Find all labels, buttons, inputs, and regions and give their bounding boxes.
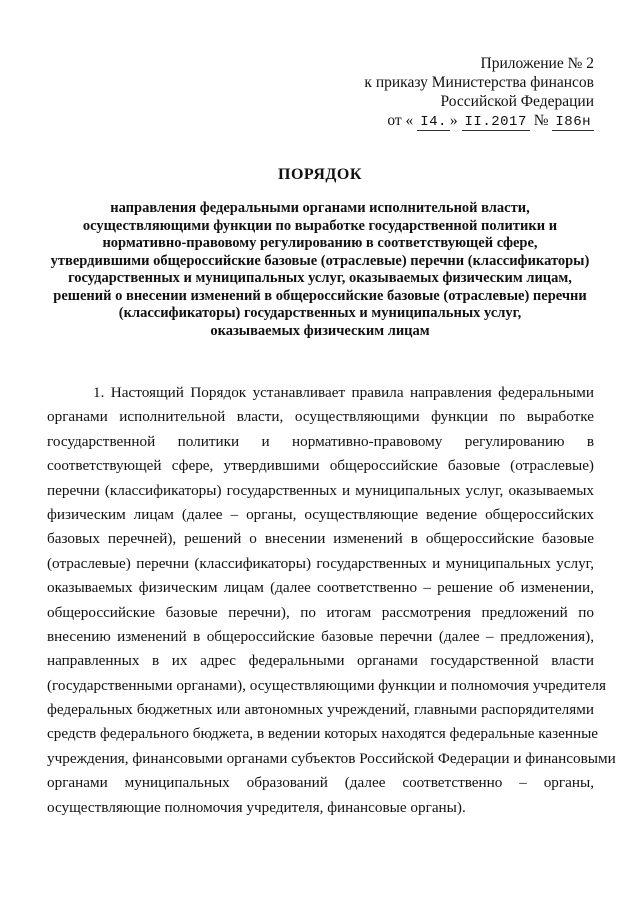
subtitle-line: оказываемых физическим лицам: [210, 322, 430, 339]
body-line: оказываемых физическим лицам (далее соответственно – решение об изменении,: [47, 579, 594, 597]
document-subtitle: [50, 200, 590, 340]
body-line: осуществляющие полномочия учредителя, финансовые органы).: [47, 798, 466, 816]
body-line: 1. Настоящий Порядок устанавливает правила направления федеральными: [93, 384, 594, 401]
body-line: органами исполнительной власти, осуществляющими функции по выработке: [47, 408, 594, 426]
body-line: направленных в их адрес федеральными органами государственной власти: [47, 652, 594, 670]
date-mid: »: [449, 112, 458, 129]
date-day: I4.: [417, 114, 450, 131]
body-line: органами муниципальных образований (далее соответственно – органы,: [47, 774, 594, 792]
subtitle-line: направления федеральными органами исполнительной власти,: [110, 200, 530, 216]
paragraph-1: [47, 381, 616, 820]
subtitle-line: решений о внесении изменений в общероссийские базовые (отраслевые) перечни: [53, 287, 587, 304]
body-line: учреждения, финансовыми органами субъектов Российской Федерации и финансовыми: [47, 749, 616, 767]
date-prefix: от «: [387, 112, 414, 129]
appendix-federation: Российской Федерации: [440, 93, 594, 110]
body-line: государственной политики и нормативно-правовому регулированию в: [47, 432, 594, 450]
appendix-header: [364, 54, 594, 132]
body-line: перечни (классификаторы) государственных и муниципальных услуг, оказываемых: [47, 481, 594, 499]
body-line: (отраслевые) перечни (классификаторы) государственных и муниципальных услуг,: [47, 554, 594, 572]
subtitle-line: (классификаторы) государственных и муниципальных услуг,: [118, 305, 522, 321]
body-line: соответствующей сфере, утвердившими общероссийские базовые (отраслевые): [47, 457, 594, 475]
subtitle-line: утвердившими общероссийские базовые (отраслевые) перечни (классификаторы): [50, 252, 590, 269]
body-line: внесению изменений в общероссийские базовые перечни (далее – предложения),: [47, 627, 594, 645]
order-number: I86н: [552, 114, 594, 131]
document-title: ПОРЯДОК: [278, 166, 362, 183]
body-line: базовых перечней), решений о внесении изменений в общероссийские базовые: [47, 530, 594, 548]
body-line: общероссийские базовые перечни), по итогам рассмотрения предложений по: [47, 603, 594, 621]
subtitle-line: осуществляющими функции по выработке государственной политики и: [82, 217, 558, 234]
appendix-order-ref: к приказу Министерства финансов: [364, 74, 594, 91]
date-month-year: II.2017: [462, 114, 530, 131]
subtitle-line: нормативно-правовому регулированию в соответствующей сфере,: [102, 235, 538, 251]
subtitle-line: государственных и муниципальных услуг, оказываемых физическим лицам,: [68, 270, 572, 286]
body-line: (государственными органами), осуществляющими функции и полномочия учредителя: [47, 676, 606, 694]
appendix-date-line: [364, 111, 594, 132]
body-line: физическим лицам (далее – органы, осуществляющие ведение общероссийских: [47, 505, 594, 523]
number-prefix: №: [533, 112, 549, 129]
appendix-number: Приложение № 2: [480, 55, 594, 72]
body-line: федеральных бюджетных или автономных учреждений, главными распорядителями: [47, 701, 594, 719]
body-line: средств федерального бюджета, в ведении которых находятся федеральные казенные: [47, 725, 599, 743]
